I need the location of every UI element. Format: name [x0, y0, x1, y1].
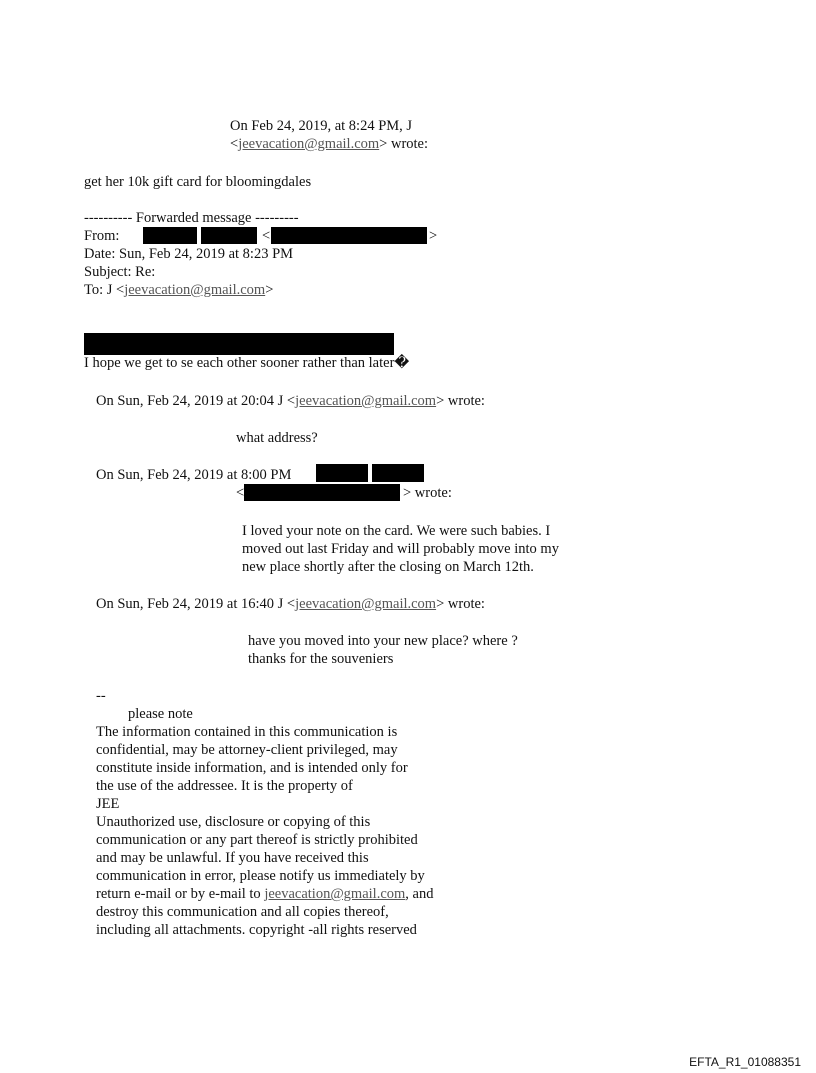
- email-link[interactable]: jeevacation@gmail.com: [295, 596, 437, 612]
- disclaimer-line: destroy this communication and all copies thereof,: [96, 904, 389, 920]
- quote-header-prefix: On Sun, Feb 24, 2019 at 20:04 J <: [96, 393, 296, 409]
- angle-bracket: <: [230, 136, 239, 152]
- disclaimer-line: [96, 885, 433, 903]
- date-line: Date: Sun, Feb 24, 2019 at 8:23 PM: [84, 246, 294, 262]
- disclaimer-line: the use of the addressee. It is the property of: [96, 778, 353, 794]
- message-text: get her 10k gift card for bloomingdales: [84, 174, 312, 190]
- disclaimer-line: constitute inside information, and is intended only for: [96, 760, 408, 776]
- email-link[interactable]: jeevacation@gmail.com: [124, 282, 266, 298]
- quote-header-line: On Sun, Feb 24, 2019 at 8:00 PM: [96, 467, 292, 483]
- disclaimer-line: The information contained in this communication is: [96, 724, 398, 740]
- disclaimer-line: communication or any part thereof is strictly prohibited: [96, 832, 418, 848]
- disclaimer-line: JEE: [96, 796, 120, 812]
- angle-bracket: >: [265, 282, 274, 298]
- reply-text: I hope we get to se each other sooner rather than later�: [84, 355, 410, 371]
- quote-header-line: [96, 392, 485, 410]
- disclaimer-line: confidential, may be attorney-client privileged, may: [96, 742, 398, 758]
- angle-bracket: <: [236, 485, 245, 501]
- disclaimer-text: return e-mail or by e-mail to: [96, 886, 265, 902]
- disclaimer-line: communication in error, please notify us immediately by: [96, 868, 425, 884]
- wrote-text: > wrote:: [403, 485, 452, 501]
- wrote-text: > wrote:: [436, 596, 485, 612]
- quote-header-prefix: On Sun, Feb 24, 2019 at 16:40 J <: [96, 596, 296, 612]
- quote-header-line: [230, 135, 428, 153]
- signature-dashes: --: [96, 688, 106, 704]
- redaction-box: [201, 227, 257, 244]
- angle-bracket: >: [429, 228, 438, 244]
- from-label: From:: [84, 228, 120, 244]
- quoted-body-line: new place shortly after the closing on March 12th.: [242, 559, 534, 575]
- document-id: EFTA_R1_01088351: [689, 1055, 801, 1069]
- quote-header-line: [96, 595, 485, 613]
- redaction-box: [244, 484, 400, 501]
- redaction-box: [271, 227, 427, 244]
- wrote-text: > wrote:: [379, 136, 429, 152]
- quote-header-line: On Feb 24, 2019, at 8:24 PM, J: [230, 118, 413, 134]
- redaction-box: [372, 464, 424, 482]
- signature-note: please note: [128, 706, 193, 722]
- email-link[interactable]: jeevacation@gmail.com: [264, 886, 406, 902]
- disclaimer-line: including all attachments. copyright -all rights reserved: [96, 922, 417, 938]
- disclaimer-text: , and: [405, 886, 434, 902]
- to-prefix: To: J <: [84, 282, 125, 298]
- disclaimer-line: Unauthorized use, disclosure or copying of this: [96, 814, 371, 830]
- email-link[interactable]: jeevacation@gmail.com: [295, 393, 437, 409]
- forward-separator: ---------- Forwarded message ---------: [84, 210, 299, 226]
- redaction-box: [143, 227, 197, 244]
- email-link[interactable]: jeevacation@gmail.com: [238, 136, 380, 152]
- redaction-box: [316, 464, 368, 482]
- quoted-body-line: thanks for the souveniers: [248, 651, 394, 667]
- quoted-body-line: moved out last Friday and will probably move into my: [242, 541, 559, 557]
- angle-bracket: <: [262, 228, 271, 244]
- wrote-text: > wrote:: [436, 393, 485, 409]
- redaction-box: [84, 333, 394, 355]
- disclaimer-line: and may be unlawful. If you have received this: [96, 850, 369, 866]
- quoted-body-line: what address?: [236, 430, 318, 446]
- to-line: [84, 281, 273, 299]
- quoted-body-line: have you moved into your new place? where ?: [248, 633, 518, 649]
- subject-line: Subject: Re:: [84, 264, 156, 280]
- quoted-body-line: I loved your note on the card. We were such babies. I: [242, 523, 551, 539]
